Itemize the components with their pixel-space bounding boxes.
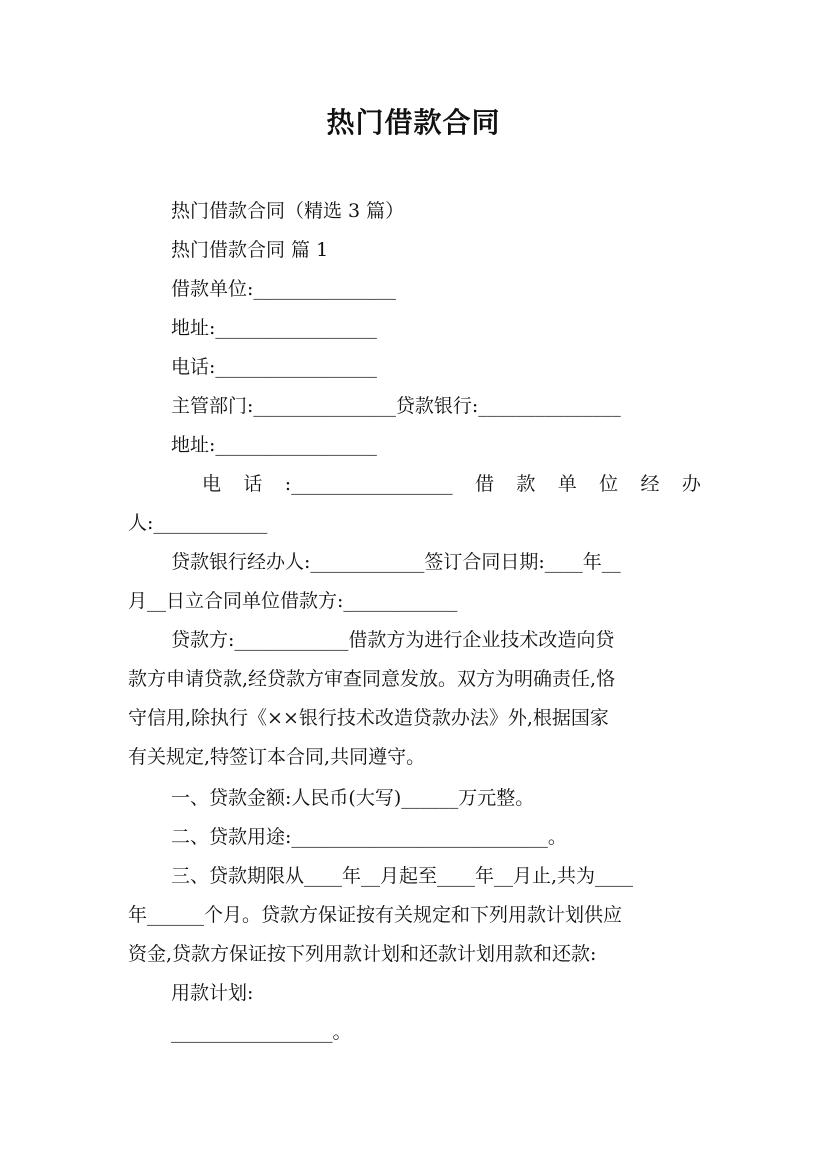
phone-field: 电话:_________________ [171, 356, 377, 378]
paragraph-line: 款方申请贷款,经贷款方审查同意发放。双方为明确责任,恪 [128, 668, 616, 690]
text-segment: 经 [640, 473, 660, 495]
document-title: 热门借款合同 [326, 106, 501, 139]
section-heading: 热门借款合同 篇 1 [171, 239, 329, 261]
text-segment: 办 [681, 473, 701, 495]
usage-plan-label: 用款计划: [171, 982, 254, 1004]
paragraph-line: 年______个月。贷款方保证按有关规定和下列用款计划供应 [128, 904, 623, 926]
borrower-unit-field: 借款单位:_______________ [171, 278, 396, 300]
department-bank-field: 主管部门:_______________贷款银行:_______________ [171, 395, 621, 417]
usage-plan-blank: _________________。 [171, 1021, 352, 1043]
agent-field: 人:____________ [128, 512, 268, 534]
text-segment: 借 [475, 473, 495, 495]
paragraph-line: 守信用,除执行《××银行技术改造贷款办法》外,根据国家 [128, 707, 609, 729]
subtitle: 热门借款合同（精选 3 篇） [171, 200, 405, 222]
address-field: 地址:_________________ [171, 317, 377, 339]
text-segment: 单 [557, 473, 577, 495]
text-segment: :_________________ [284, 473, 453, 495]
clause-amount: 一、贷款金额:人民币(大写)______万元整。 [171, 787, 535, 809]
bank-agent-date-line: 贷款银行经办人:____________签订合同日期:____年__ [171, 551, 621, 573]
clause-purpose: 二、贷款用途:___________________________。 [171, 826, 567, 848]
phone-agent-line [202, 472, 701, 496]
text-segment: 电 [202, 473, 222, 495]
clause-term: 三、贷款期限从____年__月起至____年__月止,共为____ [171, 865, 634, 887]
date-borrower-line: 月__日立合同单位借款方:____________ [128, 590, 458, 612]
address-field-2: 地址:_________________ [171, 434, 377, 456]
paragraph-line: 资金,贷款方保证按下列用款计划和还款计划用款和还款: [128, 943, 597, 965]
text-segment: 话 [243, 473, 263, 495]
paragraph-line: 有关规定,特签订本合同,共同遵守。 [128, 746, 426, 768]
text-segment: 位 [599, 473, 619, 495]
text-segment: 款 [516, 473, 536, 495]
paragraph-line: 贷款方:____________借款方为进行企业技术改造向贷 [171, 629, 615, 651]
